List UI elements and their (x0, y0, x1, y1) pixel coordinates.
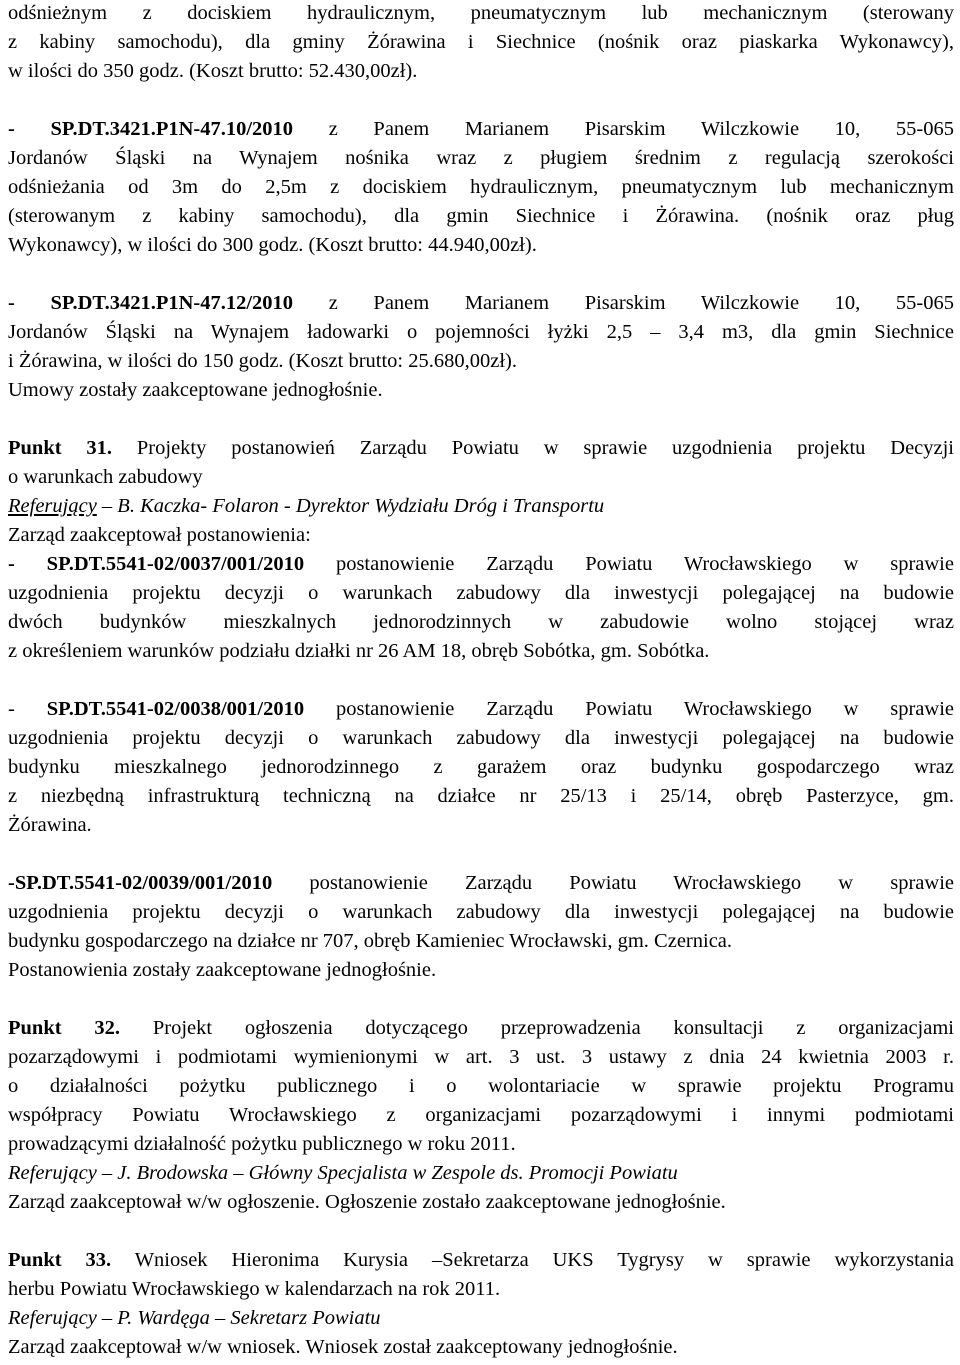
text-line: uzgodnienia projektu decyzji o warunkach zabudowy dla inwestycji polegającej na budowie (8, 901, 954, 923)
decision-text: postanowienie Zarządu Powiatu Wrocławskiego w sprawie (304, 698, 954, 720)
text-line: Wykonawcy), w ilości do 300 godz. (Koszt brutto: 44.940,00zł). (8, 234, 537, 256)
text-line: prowadzącymi działalność pożytku publicznego w roku 2011. (8, 1133, 516, 1155)
punkt-33-heading (8, 1247, 954, 1273)
speaker-label: Referujący (8, 495, 97, 517)
punkt-title: Projekt ogłoszenia dotyczącego przeprowadzenia konsultacji z organizacjami (120, 1017, 954, 1039)
decision-37-heading (8, 551, 954, 577)
text-line: z określeniem warunków podziału działki nr 26 AM 18, obręb Sobótka, gm. Sobótka. (8, 640, 710, 662)
contract-10-heading (8, 116, 954, 142)
decision-38-heading (8, 696, 954, 722)
punkt-31-heading (8, 435, 954, 461)
text-line: (sterowanym z kabiny samochodu), dla gmin Siechnice i Żórawina. (nośnik oraz pług (8, 205, 954, 227)
contract-text: z Panem Marianem Pisarskim Wilczkowie 10, 55-065 (293, 292, 954, 314)
contract-12-heading (8, 290, 954, 316)
text-line: dwóch budynków mieszkalnych jednorodzinnych w zabudowie wolno stojącej wraz (8, 611, 954, 633)
punkt-label: Punkt 33. (8, 1249, 112, 1271)
contract-text: z Panem Marianem Pisarskim Wilczkowie 10, 55-065 (293, 118, 954, 140)
decision-code: - SP.DT.5541-02/0037/001/2010 (8, 553, 305, 575)
text-line: Jordanów Śląski na Wynajem nośnika wraz z pługiem średnim z regulacją szerokości (8, 147, 954, 169)
text-line: z kabiny samochodu), dla gminy Żórawina i Siechnice (nośnik oraz piaskarka Wykonawcy), (8, 31, 954, 53)
text-line: budynku mieszkalnego jednorodzinnego z garażem oraz budynku gospodarczego wraz (8, 756, 954, 778)
decision-text: postanowienie Zarządu Powiatu Wrocławskiego w sprawie (272, 872, 954, 894)
text-line: współpracy Powiatu Wrocławskiego z organizacjami pozarządowymi i innymi podmiotami (8, 1104, 954, 1126)
speaker-text: – B. Kaczka- Folaron - Dyrektor Wydziału Dróg i Transportu (96, 495, 605, 517)
decision-line: Zarząd zaakceptował w/w ogłoszenie. Ogłoszenie zostało zaakceptowane jednogłośnie. (8, 1191, 726, 1213)
text-line: w ilości do 350 godz. (Koszt brutto: 52.430,00zł). (8, 60, 418, 82)
decision-line: Zarząd zaakceptował w/w wniosek. Wniosek został zaakceptowany jednogłośnie. (8, 1336, 678, 1358)
decision-39-heading (8, 870, 954, 896)
punkt-title: Projekty postanowień Zarządu Powiatu w sprawie uzgodnienia projektu Decyzji (112, 437, 955, 459)
text-line: o działalności pożytku publicznego i o wolontariacie w sprawie projektu Programu (8, 1075, 954, 1097)
contract-code: - SP.DT.3421.P1N-47.10/2010 (8, 118, 294, 140)
text-line: herbu Powiatu Wrocławskiego w kalendarzach na rok 2011. (8, 1278, 501, 1300)
text-line: Umowy zostały zaakceptowane jednogłośnie. (8, 379, 383, 401)
contract-code: - SP.DT.3421.P1N-47.12/2010 (8, 292, 294, 314)
text-line: uzgodnienia projektu decyzji o warunkach zabudowy dla inwestycji polegającej na budowie (8, 582, 954, 604)
decision-code: -SP.DT.5541-02/0039/001/2010 (8, 872, 273, 894)
decision-text: postanowienie Zarządu Powiatu Wrocławskiego w sprawie (304, 553, 954, 575)
text-line: budynku gospodarczego na działce nr 707, obręb Kamieniec Wrocławski, gm. Czernica. (8, 930, 733, 952)
punkt-label: Punkt 32. (8, 1017, 121, 1039)
text-line: o warunkach zabudowy (8, 466, 203, 488)
punkt-title: Wniosek Hieronima Kurysia –Sekretarza UKS Tygrysy w sprawie wykorzystania (111, 1249, 955, 1271)
decision-code: SP.DT.5541-02/0038/001/2010 (46, 698, 305, 720)
text-line: odśnieżnym z dociskiem hydraulicznym, pneumatycznym lub mechanicznym (sterowany (8, 2, 954, 24)
text-line: Jordanów Śląski na Wynajem ładowarki o pojemności łyżki 2,5 – 3,4 m3, dla gmin Siechnice (8, 321, 954, 343)
decision-prefix: - (8, 698, 47, 720)
text-line: Postanowienia zostały zaakceptowane jednogłośnie. (8, 959, 437, 981)
text-line: Zarząd zaakceptował postanowienia: (8, 524, 311, 546)
text-line: uzgodnienia projektu decyzji o warunkach zabudowy dla inwestycji polegającej na budowie (8, 727, 954, 749)
text-line: odśnieżania od 3m do 2,5m z dociskiem hydraulicznym, pneumatycznym lub mechanicznym (8, 176, 954, 198)
text-line: pozarządowymi i podmiotami wymienionymi w art. 3 ust. 3 ustawy z dnia 24 kwietnia 2003 r. (8, 1046, 954, 1068)
punkt-label: Punkt 31. (8, 437, 113, 459)
speaker-line (8, 493, 954, 519)
punkt-32-heading (8, 1015, 954, 1041)
text-line: z niezbędną infrastrukturą techniczną na działce nr 25/13 i 25/14, obręb Pasterzyce, gm. (8, 785, 954, 807)
text-line: i Żórawina, w ilości do 150 godz. (Koszt brutto: 25.680,00zł). (8, 350, 517, 372)
speaker-line: Referujący – J. Brodowska – Główny Specjalista w Zespole ds. Promocji Powiatu (8, 1162, 678, 1184)
text-line: Żórawina. (8, 814, 92, 836)
speaker-line: Referujący – P. Wardęga – Sekretarz Powiatu (8, 1307, 381, 1329)
